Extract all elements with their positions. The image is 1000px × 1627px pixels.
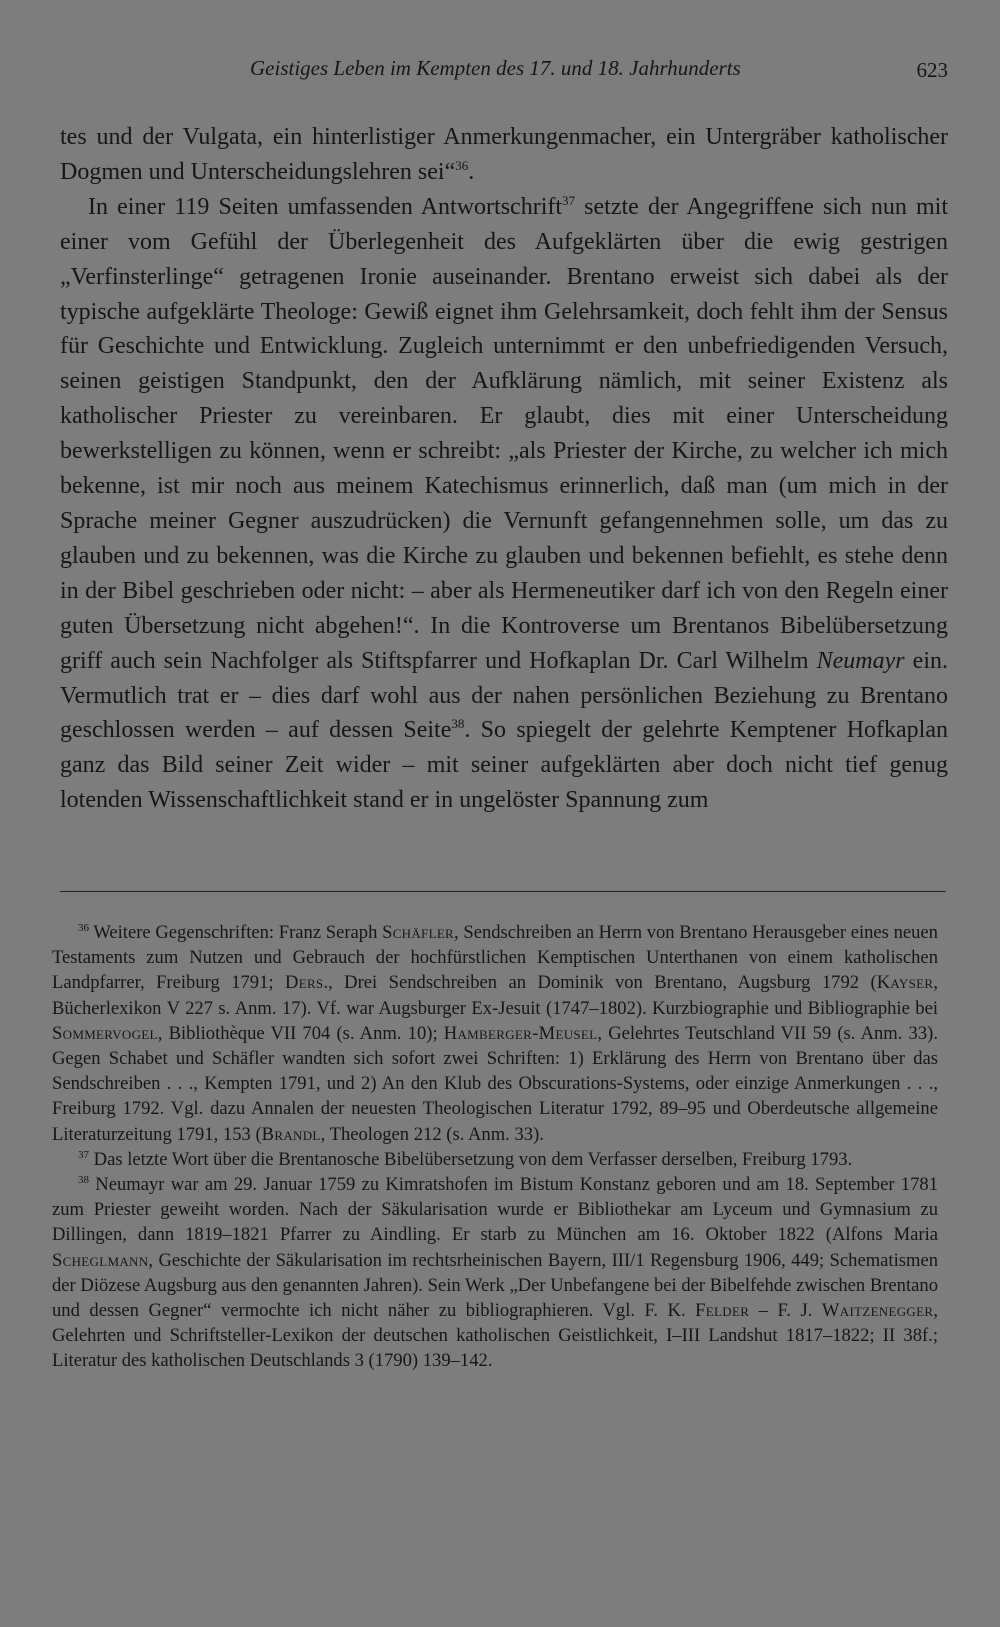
footnote-ref-38: 38 [451,716,465,732]
footnote-37 [52,1147,938,1172]
body-text [60,120,948,818]
text-run: setzte der Angegriffene sich nun mit einer vom Gefühl der Überlegenheit des Aufgeklärten über die ewig gestrigen „Verfinsterlinge“ getragenen Ironie auseinander. Brentano erweist sich dabei als der typische aufgeklärte Theologe: Gewiß eignet ihm Gelehrsamkeit, doch fehlt ihm der Sensus für Geschichte und Entwicklung. Zugleich unternimmt er den unbefriedigenden Versuch, seinen geistigen Standpunkt, den der Aufklärung nämlich, mit seiner Existenz als katholischer Priester zu vereinbaren. Er glaubt, dies mit einer Unterscheidung bewerkstelligen zu können, wenn er schreibt: „als Priester der Kirche, zu welcher ich mich bekenne, ist mir noch aus meinem Katechismus erinnerlich, daß man (um mich in der Sprache meiner Gegner auszudrücken) die Vernunft gefangennehmen solle, um das zu glauben und zu bekennen, was die Kirche zu glauben und bekennen befiehlt, es stehe denn in der Bibel geschrieben oder nicht: – aber als Hermeneutiker darf ich von den Regeln einer guten Übersetzung nicht abgehen!“. In die Kontroverse um Brentanos Bibelübersetzung griff auch sein Nachfolger als Stiftspfarrer und Hofkaplan Dr. Carl Wilhelm [60,193,948,674]
person-name-neumayr: Neumayr [816,647,905,674]
author-name: Sommervogel [52,1022,158,1044]
page-header [0,52,1000,92]
text-run: , Geschichte der Säkularisation im rechtsrheinischen Bayern, III/1 Regensburg 1906, 449; Schematismen der Diözese Augsburg aus den genannten Jahren). Sein Werk „Der Unbefangene bei der Bibelfehde zwischen Brentano und dessen Gegner“ vermochte ich nicht näher zu bibliographieren. Vgl. F. K. [52,1249,938,1322]
text-run: , Gelehrtes Teutschland VII 59 (s. Anm. 33). Gegen Schabet und Schäfler wandten sich sofort zwei Schriften: 1) Erklärung des Herrn von Brentano über das Sendschreiben . . ., Kempten 1791, und 2) An den Klub des Obscurations-Systems, oder einzige Anmerkungen . . ., Freiburg 1792. Vgl. dazu Annalen der neuesten Theologischen Literatur 1792, 89–95 und Oberdeutsche allgemeine Literaturzeitung 1791, 153 ( [52,1022,938,1145]
text-run: , Bibliothèque VII 704 (s. Anm. 10); [157,1022,444,1044]
paragraph-1 [60,120,948,190]
text-run: , Theologen 212 (s. Anm. 33). [320,1123,544,1145]
text-run: ., Drei Sendschreiben an Dominik von Brentano, Augsburg 1792 ( [323,972,877,994]
author-name: Schäfler [382,922,455,943]
text-run: . [468,158,475,185]
page-number: 623 [916,58,948,82]
author-name: Felder [695,1300,750,1322]
paragraph-2 [60,190,948,818]
text-run: , Gelehrten und Schriftsteller-Lexikon der deutschen katholischen Geistlichkeit, I–III Landshut 1817–1822; II 38f.; Literatur des katholischen Deutschlands 3 (1790) 139–142. [52,1300,938,1372]
text-run: , Sendschreiben an Herrn von Brentano Herausgeber eines neuen Testaments zum Nutzen und Gebrauch der hochfürstlichen Kemptischen Unterthanen von einem katholischen Landpfarrer, Freiburg 1791; [52,922,938,994]
author-name: Kayser [876,972,934,994]
footnote-mark: 38 [78,1173,89,1186]
footnote-ref-36: 36 [455,157,469,173]
footnote-38 [52,1172,938,1374]
text-run: Neumayr war am 29. Januar 1759 zu Kimratshofen im Bistum Konstanz geboren und am 18. September 1781 zum Priester geweiht worden. Nach der Säkularisation wurde er Bibliothekar am Lyceum und Gymnasium zu Dillingen, dann 1819–1821 Pfarrer zu Aindling. Er starb zu München am 16. Oktober 1822 (Alfons Maria [52,1174,938,1246]
text-run: . So spiegelt der gelehrte Kemptener Hofkaplan ganz das Bild seiner Zeit wider – mit seiner aufgeklärten aber doch nicht tief genug lotenden Wissenschaftlichkeit stand er in ungelöster Spannung zum [60,717,948,814]
text-run: ein. Vermutlich trat er – dies darf wohl aus der nahen persönlichen Beziehung zu Brentano geschlossen werden – auf dessen Seite [60,647,948,744]
footnote-separator [60,891,946,892]
running-title: Geistiges Leben im Kempten des 17. und 18. Jahrhunderts [250,56,741,80]
author-name: Hamberger-Meusel [443,1022,598,1044]
text-run: Das letzte Wort über die Brentanosche Bibelübersetzung von dem Verfasser derselben, Freiburg 1793. [89,1148,853,1170]
text-run: , Bücherlexikon V 227 s. Anm. 17). Vf. war Augsburger Ex-Jesuit (1747–1802). Kurzbiographie und Bibliographie bei [52,972,938,1019]
text-run: tes und der Vulgata, ein hinterlistiger Anmerkungenmacher, ein Untergräber katholischer Dogmen und Unterscheidungslehren sei“ [60,124,948,185]
footnotes [52,920,938,1374]
author-name: Scheglmann [52,1249,149,1271]
author-name: Ders [284,972,324,994]
author-name: Brandl [261,1123,321,1145]
footnote-ref-37: 37 [562,192,576,208]
author-name: Waitzenegger [821,1300,934,1322]
text-run: Weitere Gegenschriften: Franz Seraph [89,922,383,943]
footnote-mark: 37 [78,1148,89,1161]
text-run: In einer 119 Seiten umfassenden Antwortschrift [88,193,563,220]
footnote-mark: 36 [78,921,89,934]
text-run: – F. J. [749,1300,822,1322]
footnote-36 [52,920,938,1147]
